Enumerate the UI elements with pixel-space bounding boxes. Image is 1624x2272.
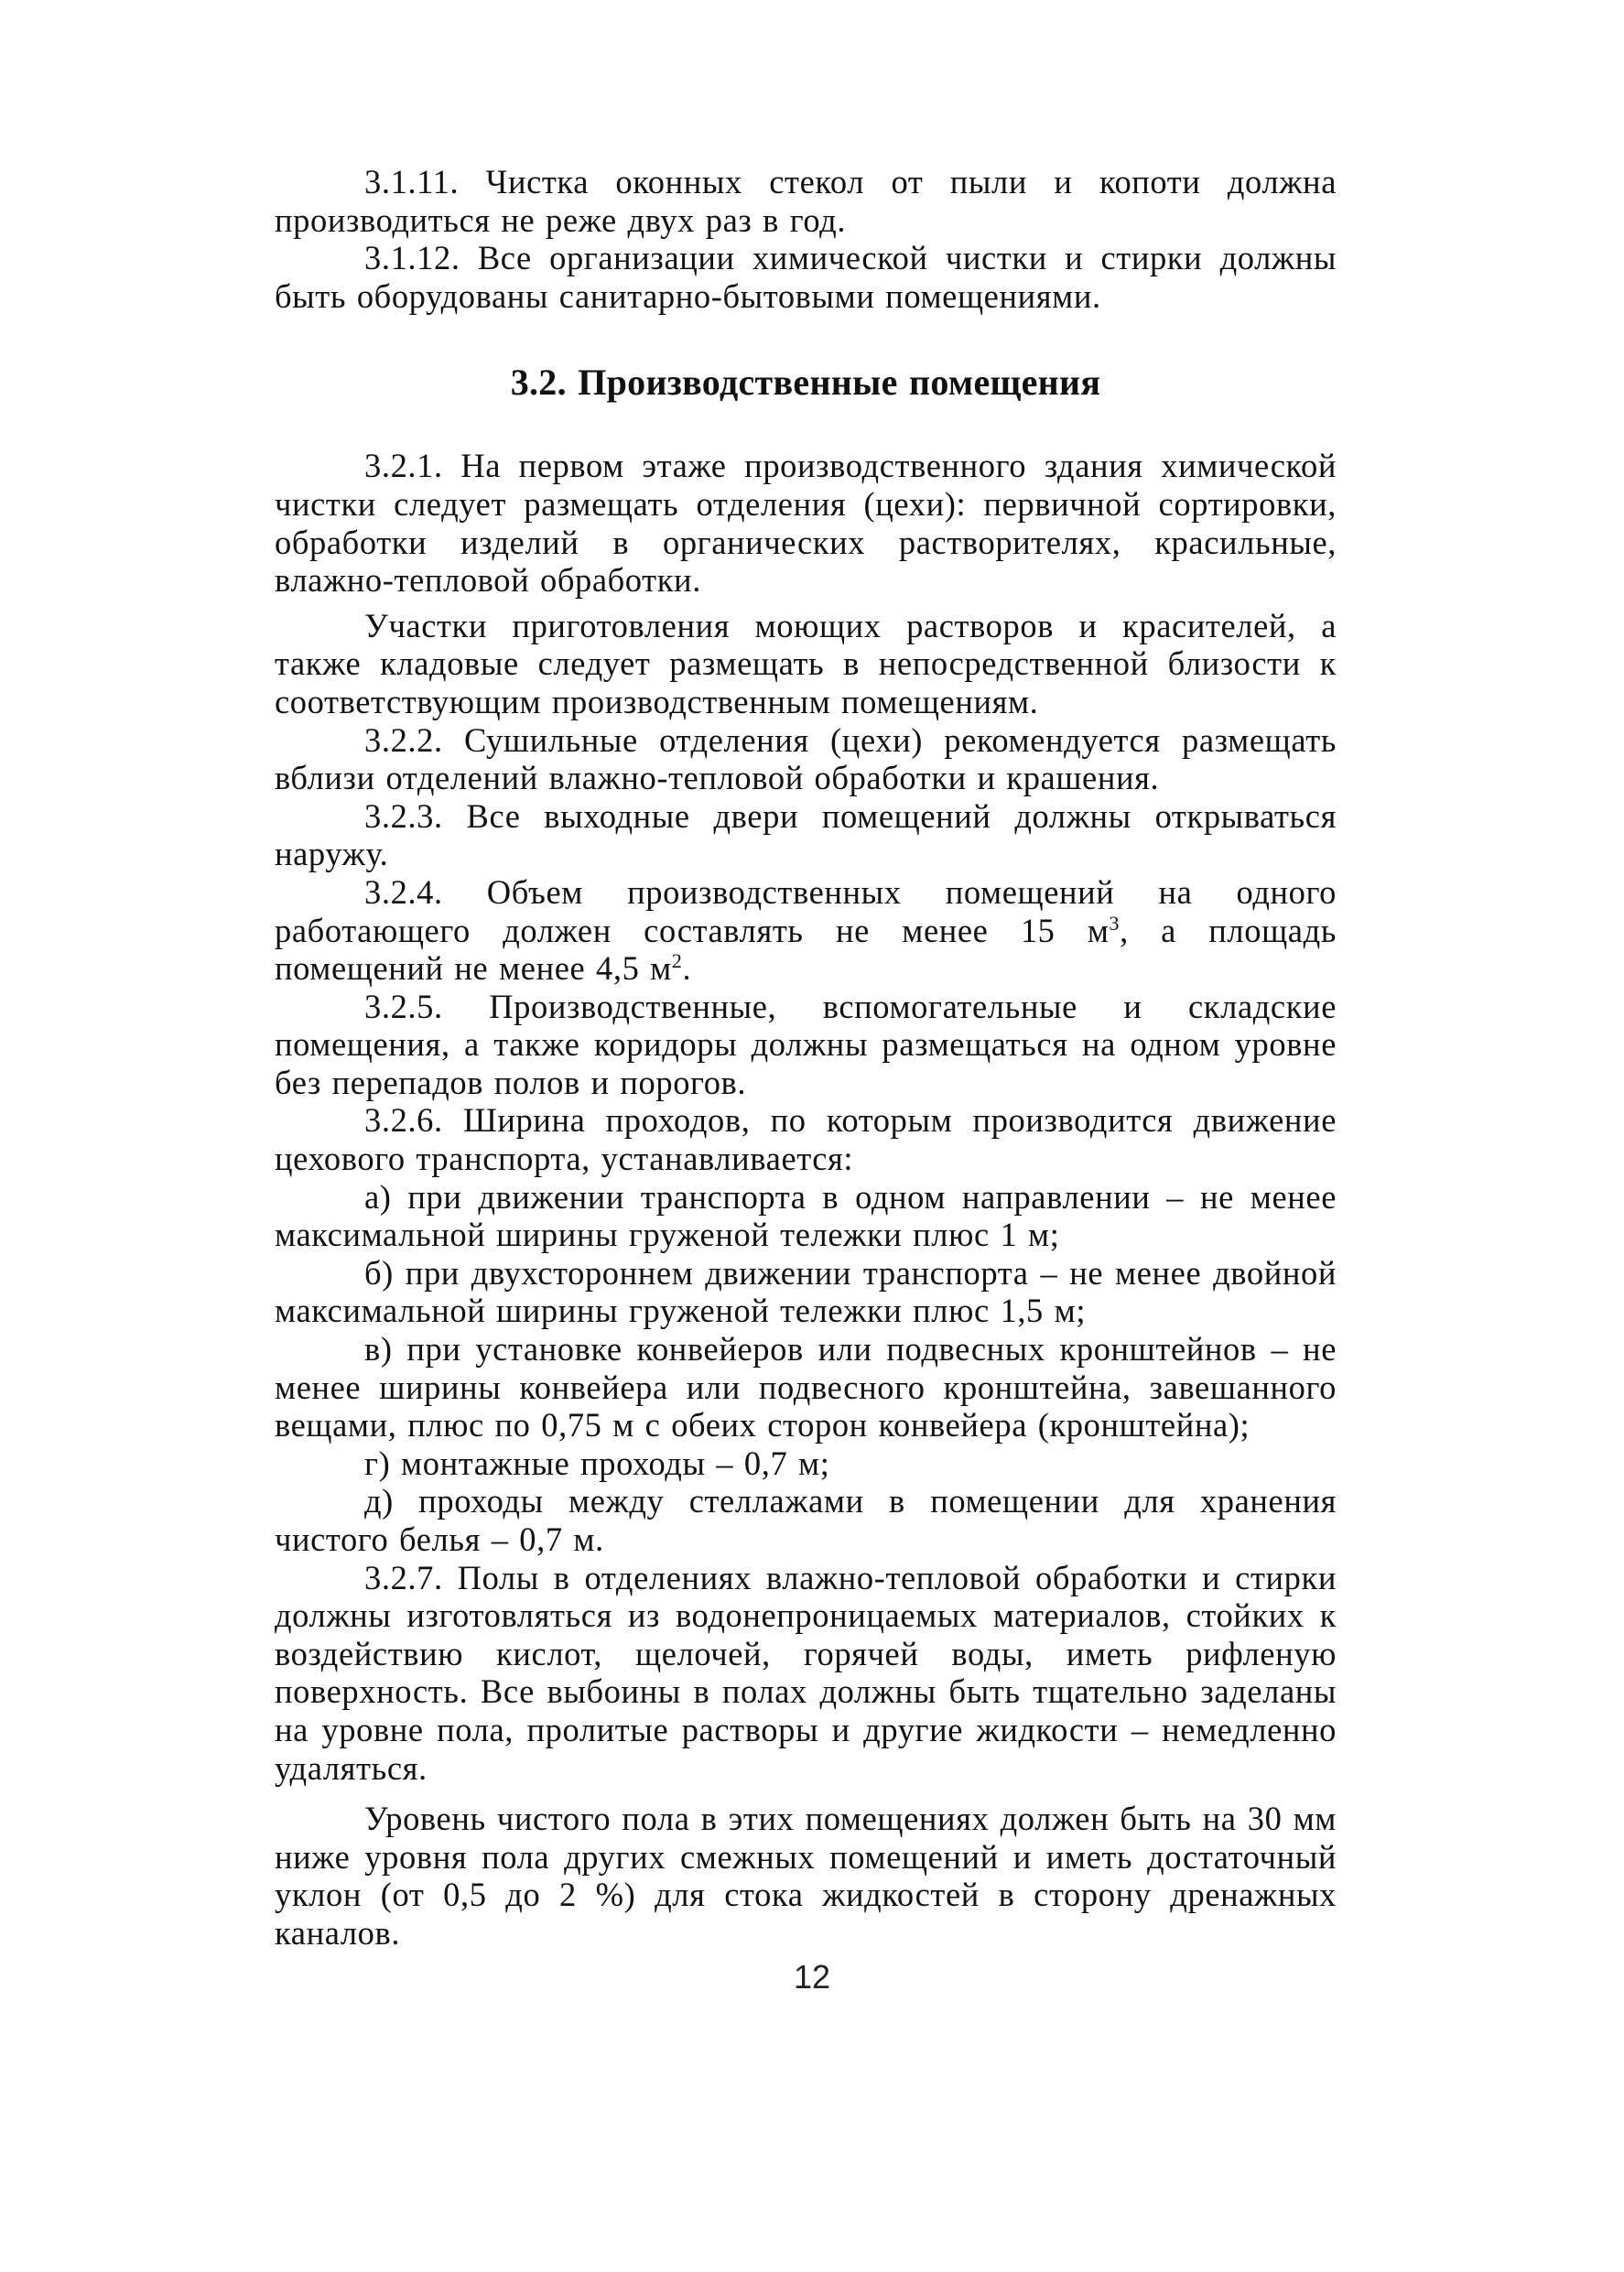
document-body bbox=[275, 163, 1337, 1953]
paragraph-3-2-1-continued: Участки приготовления моющих растворов и красителей, а также кладовые следует размещать в непосредственной близости к соответствующим производственным помещениям. bbox=[275, 606, 1337, 720]
list-item-d: д) проходы между стеллажами в помещении для хранения чистого белья – 0,7 м. bbox=[275, 1482, 1337, 1558]
paragraph-3-2-7-continued: Уровень чистого пола в этих помещениях должен быть на 30 мм ниже уровня пола других смежных помещений и иметь достаточный уклон (от 0,5 до 2 %) для стока жидкостей в сторону дренажных каналов. bbox=[275, 1800, 1337, 1952]
section-heading: 3.2. Производственные помещения bbox=[510, 362, 1101, 404]
paragraph-3-2-1: 3.2.1. На первом этаже производственного здания химической чистки следует размещать отделения (цехи): первичной сортировки, обработки изделий в органических растворителях, красильные, влажно-тепловой обработки. bbox=[275, 447, 1337, 600]
list-item-v: в) при установке конвейеров или подвесных кронштейнов – не менее ширины конвейера или подвесного кронштейна, завешанного вещами, плюс по 0,75 м с обеих сторон конвейера (кронштейна); bbox=[275, 1330, 1337, 1444]
list-item-a: а) при движении транспорта в одном направлении – не менее максимальной ширины груженой тележки плюс 1 м; bbox=[275, 1177, 1337, 1254]
paragraph-3-2-4 bbox=[275, 873, 1337, 988]
paragraph-3-2-3: 3.2.3. Все выходные двери помещений должны открываться наружу. bbox=[275, 796, 1337, 873]
square-superscript: 2 bbox=[671, 948, 683, 972]
paragraph-3-2-2: 3.2.2. Сушильные отделения (цехи) рекомендуется размещать вблизи отделений влажно-тепловой обработки и крашения. bbox=[275, 720, 1337, 797]
cubic-superscript: 3 bbox=[1109, 911, 1121, 935]
page-number: 12 bbox=[793, 1958, 831, 1996]
paragraph-3-2-6: 3.2.6. Ширина проходов, по которым производится движение цехового транспорта, устанавливается: bbox=[275, 1101, 1337, 1178]
list-item-b: б) при двухстороннем движении транспорта – не менее двойной максимальной ширины груженой тележки плюс 1,5 м; bbox=[275, 1253, 1337, 1330]
list-item-g: г) монтажные проходы – 0,7 м; bbox=[364, 1444, 830, 1482]
paragraph-3-2-4-text-2: , а площадь помещений не менее 4,5 м bbox=[275, 911, 1337, 988]
paragraph-3-2-4-text-1: 3.2.4. Объем производственных помещений на одного работающего должен составлять не менее 15 м bbox=[275, 872, 1337, 949]
paragraph-3-2-5: 3.2.5. Производственные, вспомогательные и складские помещения, а также коридоры должны размещаться на одном уровне без перепадов полов и порогов. bbox=[275, 987, 1337, 1101]
paragraph-3-2-4-text-3: . bbox=[682, 949, 692, 988]
paragraph-3-1-11: 3.1.11. Чистка оконных стекол от пыли и копоти должна производиться не реже двух раз в год. bbox=[275, 163, 1337, 239]
paragraph-3-1-12: 3.1.12. Все организации химической чистки и стирки должны быть оборудованы санитарно-бытовыми помещениями. bbox=[275, 239, 1337, 315]
paragraph-3-2-7: 3.2.7. Полы в отделениях влажно-тепловой обработки и стирки должны изготовляться из водонепроницаемых материалов, стойких к воздействию кислот, щелочей, горячей воды, иметь рифленую поверхность. Все выбоины в полах должны быть тщательно заделаны на уровне пола, пролитые растворы и другие жидкости – немедленно удаляться. bbox=[275, 1558, 1337, 1787]
